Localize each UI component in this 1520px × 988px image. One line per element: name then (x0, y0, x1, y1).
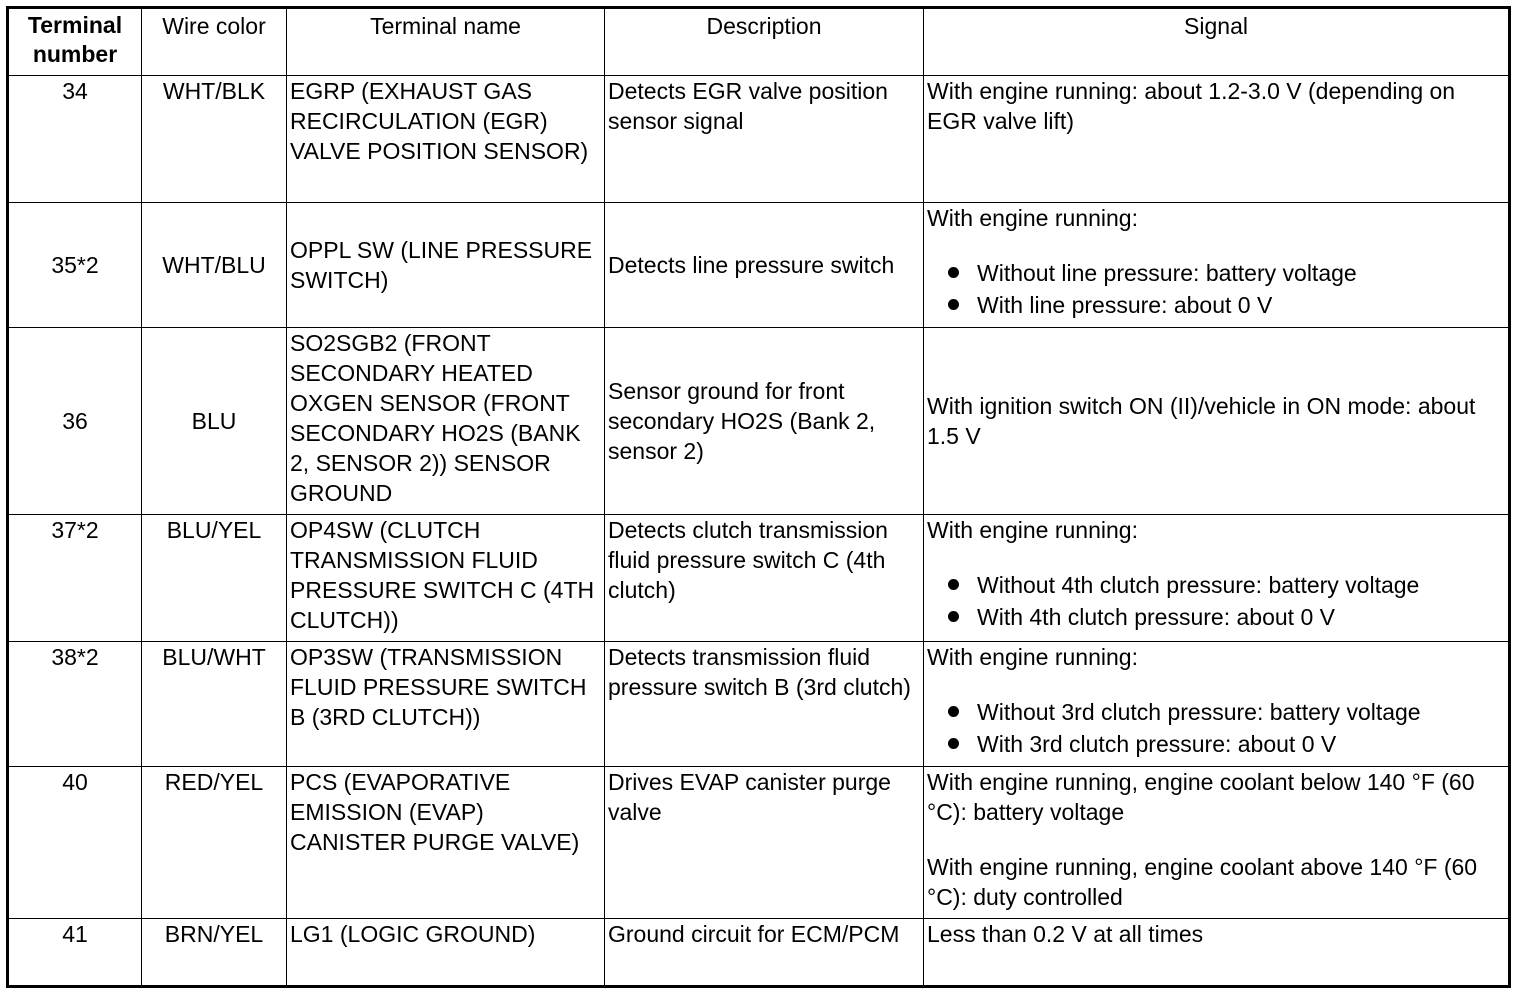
signal-bullet: With 3rd clutch pressure: about 0 V (927, 728, 1505, 760)
description: Ground circuit for ECM/PCM (605, 919, 924, 987)
wire-color: BLU (142, 328, 287, 515)
signal (924, 642, 1510, 767)
terminal-number: 41 (8, 919, 142, 987)
description: Detects clutch transmission fluid pressure switch C (4th clutch) (605, 515, 924, 642)
terminal-number: 34 (8, 76, 142, 203)
terminal-name: EGRP (EXHAUST GAS RECIRCULATION (EGR) VALVE POSITION SENSOR) (287, 76, 605, 203)
description: Detects transmission fluid pressure switch B (3rd clutch) (605, 642, 924, 767)
signal-bullet: Without 3rd clutch pressure: battery voltage (927, 696, 1505, 728)
signal (924, 515, 1510, 642)
signal-text: Less than 0.2 V at all times (927, 921, 1204, 947)
terminal-number: 37*2 (8, 515, 142, 642)
wire-color: BLU/WHT (142, 642, 287, 767)
table-row (8, 328, 1510, 515)
signal-bullet: With line pressure: about 0 V (927, 289, 1505, 321)
signal (924, 203, 1510, 328)
signal-bullet-list (927, 257, 1505, 321)
signal-text: With ignition switch ON (II)/vehicle in ON mode: about 1.5 V (927, 393, 1476, 449)
signal-bullet: Without 4th clutch pressure: battery voltage (927, 569, 1505, 601)
terminal-name: SO2SGB2 (FRONT SECONDARY HEATED OXGEN SENSOR (FRONT SECONDARY HO2S (BANK 2, SENSOR 2)) SENSOR GROUND (287, 328, 605, 515)
header-terminal-name: Terminal name (287, 8, 605, 76)
terminal-name: PCS (EVAPORATIVE EMISSION (EVAP) CANISTER PURGE VALVE) (287, 767, 605, 919)
terminal-name: OP4SW (CLUTCH TRANSMISSION FLUID PRESSURE SWITCH C (4TH CLUTCH)) (287, 515, 605, 642)
description: Detects line pressure switch (605, 203, 924, 328)
table-row (8, 76, 1510, 203)
description: Detects EGR valve position sensor signal (605, 76, 924, 203)
signal (924, 919, 1510, 987)
description: Drives EVAP canister purge valve (605, 767, 924, 919)
terminal-name: OP3SW (TRANSMISSION FLUID PRESSURE SWITCH B (3RD CLUTCH)) (287, 642, 605, 767)
signal-bullet: With 4th clutch pressure: about 0 V (927, 601, 1505, 633)
terminal-name: LG1 (LOGIC GROUND) (287, 919, 605, 987)
header-row (8, 8, 1510, 76)
header-wire-color: Wire color (142, 8, 287, 76)
table-row (8, 203, 1510, 328)
header-description: Description (605, 8, 924, 76)
table-row (8, 515, 1510, 642)
signal-bullet: Without line pressure: battery voltage (927, 257, 1505, 289)
terminal-number: 35*2 (8, 203, 142, 328)
wire-color: WHT/BLK (142, 76, 287, 203)
signal-bullet-list (927, 569, 1505, 633)
terminal-number: 40 (8, 767, 142, 919)
terminal-number: 36 (8, 328, 142, 515)
table-row (8, 919, 1510, 987)
wire-color: BRN/YEL (142, 919, 287, 987)
signal (924, 328, 1510, 515)
signal (924, 76, 1510, 203)
terminal-table (6, 6, 1511, 988)
wire-color: BLU/YEL (142, 515, 287, 642)
signal-text: With engine running, engine coolant below 140 °F (60 °C): battery voltage (927, 769, 1475, 825)
signal-text: With engine running, engine coolant above 140 °F (60 °C): duty controlled (927, 854, 1478, 910)
header-terminal-number: Terminal number (8, 8, 142, 76)
wire-color: RED/YEL (142, 767, 287, 919)
signal (924, 767, 1510, 919)
wire-color: WHT/BLU (142, 203, 287, 328)
signal-text: With engine running: (927, 205, 1138, 231)
header-signal: Signal (924, 8, 1510, 76)
description: Sensor ground for front secondary HO2S (Bank 2, sensor 2) (605, 328, 924, 515)
signal-bullet-list (927, 696, 1505, 760)
signal-text: With engine running: (927, 644, 1138, 670)
signal-text: With engine running: about 1.2-3.0 V (depending on EGR valve lift) (927, 78, 1456, 134)
terminal-number: 38*2 (8, 642, 142, 767)
table-row (8, 642, 1510, 767)
terminal-name: OPPL SW (LINE PRESSURE SWITCH) (287, 203, 605, 328)
table-row (8, 767, 1510, 919)
signal-text: With engine running: (927, 517, 1138, 543)
